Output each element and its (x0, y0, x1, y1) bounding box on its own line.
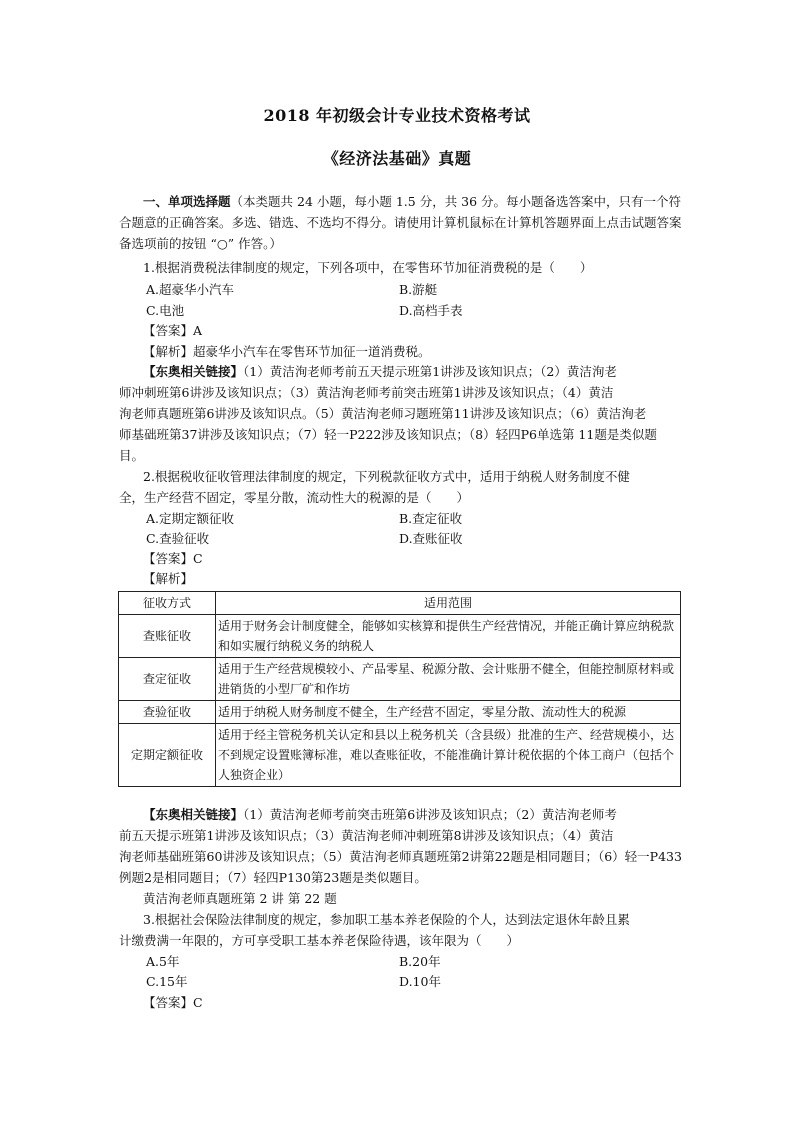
table-row (119, 724, 681, 787)
table-header-row (119, 592, 681, 615)
table-header-method: 征收方式 (119, 592, 216, 615)
q2-option-a: A.定期定额征收 (146, 511, 235, 526)
q3-stem-line-2: 计缴费满一年限的，方可享受职工基本养老保险待遇，该年限为（ ） (119, 933, 520, 948)
q3-answer: 【答案】C (143, 995, 203, 1010)
table-cell-method: 查验征收 (119, 701, 216, 724)
q1-option-c: C.电池 (146, 303, 185, 318)
q2-stem-line-2: 全，生产经营不固定，零星分散，流动性大的税源的是（ ） (119, 490, 470, 505)
q1-analysis: 【解析】超豪华小汽车在零售环节加征一道消费税。 (143, 344, 431, 359)
q1-answer: 【答案】A (143, 323, 203, 338)
q1-link-line-3: 洵老师真题班第6讲涉及该知识点。（5）黄洁洵老师习题班第11讲涉及该知识点；（6）黄洁洵老 (119, 406, 647, 421)
section-intro-line-1 (143, 192, 703, 212)
q1-link-line-1 (143, 362, 703, 382)
q1-link-line-5: 目。 (119, 448, 145, 463)
document-subtitle: 《经济法基础》真题 (322, 149, 472, 168)
q3-option-a: A.5年 (146, 954, 180, 969)
q2-extra-note: 黄洁洵老师真题班第 2 讲 第 22 题 (143, 891, 337, 906)
q1-stem: 1.根据消费税法律制度的规定，下列各项中，在零售环节加征消费税的是（ ） (143, 260, 593, 275)
q1-option-b: B.游艇 (399, 282, 438, 297)
table-cell-scope: 适用于生产经营规模较小、产品零星、税源分散、会计账册不健全，但能控制原材料或进销货的小型厂矿和作坊 (216, 658, 681, 701)
section-intro-line-3: 备选项前的按钮 “○” 作答。） (119, 236, 282, 251)
q2-link-line-2: 前五天提示班第1讲涉及该知识点；（3）黄洁洵老师冲刺班第8讲涉及该知识点；（4）黄洁 (119, 828, 614, 843)
q3-option-c: C.15年 (146, 974, 188, 989)
q2-link-line-3: 洵老师基础班第60讲涉及该知识点；（5）黄洁洵老师真题班第2讲第22题是相同题目；（6）轻一P433 (119, 849, 682, 864)
q2-analysis: 【解析】 (143, 571, 194, 586)
document-title: 2018 年初级会计专业技术资格考试 (263, 106, 531, 125)
section-intro-text: （本类题共 24 小题，每小题 1.5 分，共 36 分。每小题备选答案中，只有一个符 (230, 194, 682, 209)
q1-link-text-1: （1）黄洁洵老师考前五天提示班第1讲涉及该知识点；（2）黄洁洵老 (243, 364, 617, 379)
q1-link-line-2: 师冲刺班第6讲涉及该知识点；（3）黄洁洵老师考前突击班第1讲涉及该知识点；（4）黄洁 (119, 385, 614, 400)
table-cell-method: 查定征收 (119, 658, 216, 701)
q1-link-line-4: 师基础班第37讲涉及该知识点；（7）轻一P222涉及该知识点；（8）轻四P6单选第 11题是类似题 (119, 427, 657, 442)
table-cell-method: 查账征收 (119, 615, 216, 658)
q2-stem-line-1: 2.根据税收征收管理法律制度的规定，下列税款征收方式中，适用于纳税人财务制度不健 (143, 469, 630, 484)
q3-option-b: B.20年 (399, 954, 441, 969)
q1-option-a: A.超豪华小汽车 (146, 282, 235, 297)
table-cell-scope: 适用于财务会计制度健全，能够如实核算和提供生产经营情况，并能正确计算应纳税款和如实履行纳税义务的纳税人 (216, 615, 681, 658)
q2-link-text-1: （1）黄洁洵老师考前突击班第6讲涉及该知识点；（2）黄洁洵老师考 (243, 807, 617, 822)
section-heading: 一、单项选择题 (143, 194, 231, 209)
table-cell-scope: 适用于纳税人财务制度不健全，生产经营不固定，零星分散、流动性大的税源 (216, 701, 681, 724)
q2-analysis-table (118, 591, 681, 787)
q1-option-d: D.高档手表 (399, 303, 463, 318)
q2-option-c: C.查验征收 (146, 531, 210, 546)
q2-option-b: B.查定征收 (399, 511, 463, 526)
q2-link-line-1 (143, 805, 703, 825)
q2-option-d: D.查账征收 (399, 531, 463, 546)
q3-option-d: D.10年 (399, 974, 441, 989)
section-intro-line-2: 合题意的正确答案。多选、错选、不选均不得分。请使用计算机鼠标在计算机答题界面上点击试题答案 (119, 215, 682, 230)
table-row (119, 701, 681, 724)
table-row (119, 658, 681, 701)
q2-link-line-4: 例题2是相同题目；（7）轻四P130第23题是类似题目。 (119, 870, 427, 885)
q2-answer: 【答案】C (143, 551, 203, 566)
table-header-scope: 适用范围 (216, 592, 681, 615)
table-row (119, 615, 681, 658)
table-cell-scope: 适用于经主管税务机关认定和县以上税务机关（含县级）批准的生产、经营规模小，达不到规定设置账簿标准，难以查账征收，不能准确计算计税依据的个体工商户（包括个人独资企业） (216, 724, 681, 787)
q2-link-tag: 【东奥相关链接】 (143, 807, 244, 822)
table-cell-method: 定期定额征收 (119, 724, 216, 787)
q1-link-tag: 【东奥相关链接】 (143, 364, 244, 379)
q3-stem-line-1: 3.根据社会保险法律制度的规定，参加职工基本养老保险的个人，达到法定退休年龄且累 (143, 912, 630, 927)
